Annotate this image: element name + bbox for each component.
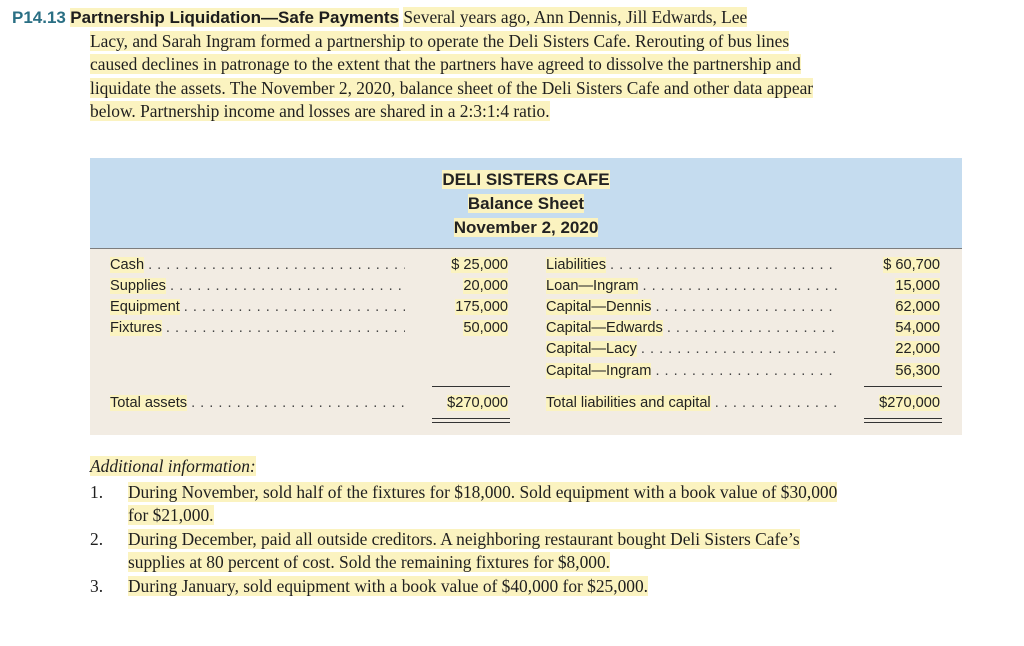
info-item-2: 2. During December, paid all outside creditors. A neighboring restaurant bought Deli Sisters Cafe’s supplies at 80 percent of cost. Sold the remaining fixtures for $8,000. <box>90 528 800 573</box>
problem-first-line <box>12 6 972 30</box>
problem-line-3: caused declines in patronage to the extent that the partners have agreed to dissolve the partnership and <box>90 54 801 75</box>
statement-title: Balance Sheet <box>467 194 585 213</box>
statement-date: November 2, 2020 <box>453 218 599 237</box>
company-name: DELI SISTERS CAFE <box>442 170 610 189</box>
problem-number: P14.13 <box>12 8 66 27</box>
assets-subtotal-rule <box>432 386 510 387</box>
info-item-1: 1. During November, sold half of the fixtures for $18,000. Sold equipment with a book value of $30,000 for $21,000. <box>90 481 838 526</box>
problem-line-4: liquidate the assets. The November 2, 2020, balance sheet of the Deli Sisters Cafe and other data appear <box>90 77 814 98</box>
item-number: 1. <box>90 481 104 502</box>
problem-line-2: Lacy, and Sarah Ingram formed a partnership to operate the Deli Sisters Cafe. Rerouting of bus lines <box>90 30 790 51</box>
item-number: 3. <box>90 575 104 596</box>
problem-line: Several years ago, Ann Dennis, Jill Edwards, Lee <box>403 7 748 27</box>
problem-statement <box>12 6 972 124</box>
assets-total-double-rule <box>432 418 510 423</box>
additional-info-title: Additional information: <box>90 456 256 476</box>
balance-sheet: DELI SISTERS CAFE Balance Sheet November 2, 2020 Cash . . . $ 25,000 Supplies . . . 20,000 Equipment . . . 175,000 Fixtures . . . 50,000 Liabilities . . . $ 60,700 Loan—Ingram . . . 15,000 Capital—Dennis . . . 62,000 Capital—Edwards . . . 54,000 Capital—Lacy . . . 22,000 Capital—Ingram . . . 56,300 Total assets . . . $270,000 Total liabilities and capital . . . $270,000 <box>90 158 962 435</box>
lc-subtotal-rule <box>864 386 942 387</box>
info-item-3: 3. During January, sold equipment with a book value of $40,000 for $25,000. <box>90 575 970 599</box>
item-number: 2. <box>90 528 104 549</box>
lc-total-double-rule <box>864 418 942 423</box>
problem-line-5: below. Partnership income and losses are shared in a 2:3:1:4 ratio. <box>90 101 550 122</box>
additional-information <box>90 455 970 599</box>
problem-title: Partnership Liquidation—Safe Payments <box>70 8 399 27</box>
